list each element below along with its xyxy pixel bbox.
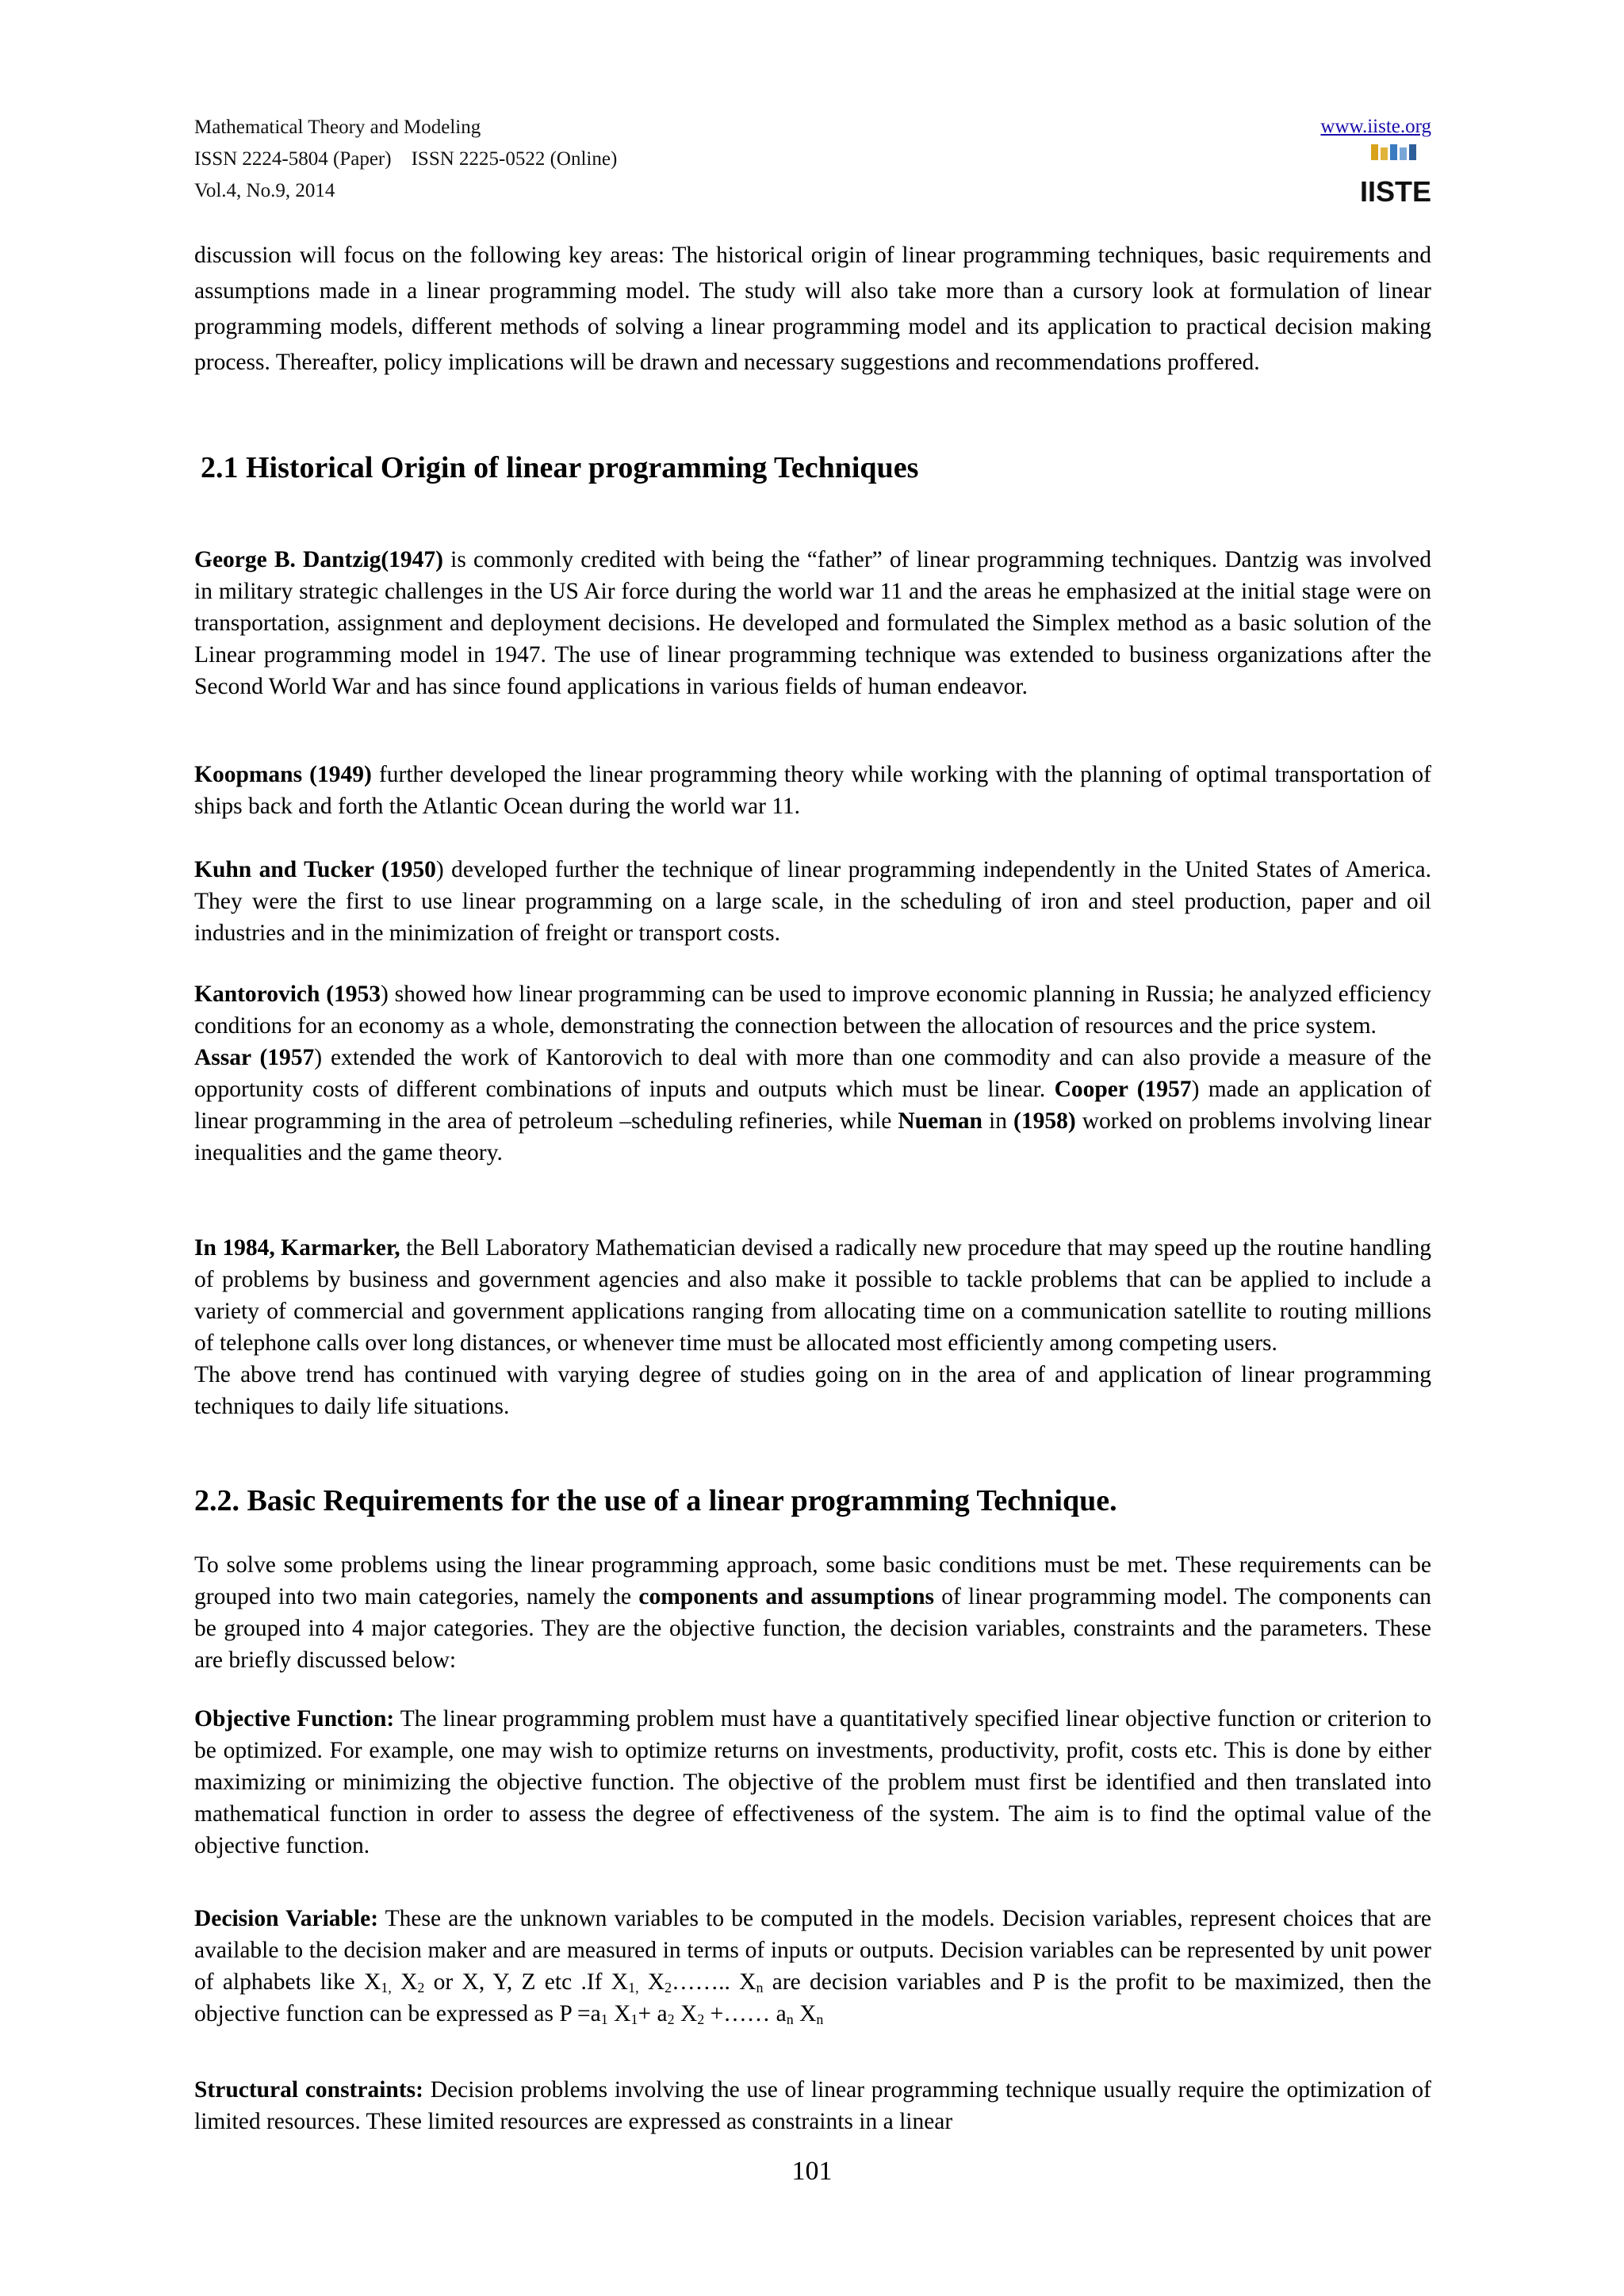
paragraph-requirements: To solve some problems using the linear programming approach, some basic conditions must be met. These requirements can be grouped into two main categories, namely the components and assumptions of linear programming model. The components can be grouped into 4 major categories. They are the objective function, the decision variables, constraints and the parameters. These are briefly discussed below:: [194, 1552, 1431, 1673]
paragraph-koopmans: Koopmans (1949) further developed the linear programming theory while working with the planning of optimal transportation of ships back and forth the Atlantic Ocean during the world war 11.: [194, 762, 1431, 819]
journal-title: Mathematical Theory and Modeling: [194, 117, 481, 138]
journal-volume: Vol.4, No.9, 2014: [194, 180, 335, 201]
paragraph-structural-constraints: Structural constraints: Decision problems involving the use of linear programming technique usually require the optimization of limited resources. These limited resources are expressed as constraints in a linear: [194, 2077, 1431, 2134]
section-heading-2-2: 2.2. Basic Requirements for the use of a linear programming Technique.: [194, 1484, 1117, 1517]
logo-text: IISTE: [1359, 175, 1432, 208]
paragraph-kuhn-tucker: Kuhn and Tucker (1950) developed further the technique of linear programming independently in the United States of America. They were the first to use linear programming on a large scale, in the scheduling of iron and steel production, paper and oil industries and in the minimization of freight or transport costs.: [194, 857, 1431, 946]
page-number: 101: [791, 2156, 833, 2186]
paragraph-kantorovich-assar: Kantorovich (1953) showed how linear programming can be used to improve economic planning in Russia; he analyzed efficiency conditions for an economy as a whole, demonstrating the connection between the allocation of resources and the price system. Assar (1957) extended the work of Kantorovich to deal with more than one commodity and can also provide a measure of the opportunity costs of different combinations of inputs and outputs which must be linear. Cooper (1957) made an application of linear programming in the area of petroleum –scheduling refineries, while Nueman in (1958) worked on problems involving linear inequalities and the game theory.: [194, 982, 1431, 1165]
paragraph-objective-function: Objective Function: The linear programming problem must have a quantitatively specified linear objective function or criterion to be optimized. For example, one may wish to optimize returns on investments, productivity, profit, costs etc. This is done by either maximizing or minimizing the objective function. The objective of the problem must first be identified and then translated into mathematical function in order to assess the degree of effectiveness of the system. The aim is to find the optimal value of the objective function.: [194, 1706, 1432, 1858]
journal-url-link[interactable]: www.iiste.org: [1320, 116, 1431, 137]
journal-issn: ISSN 2224-5804 (Paper) ISSN 2225-0522 (Online): [194, 148, 618, 170]
paragraph-decision-variable: Decision Variable: These are the unknown variables to be computed in the models. Decision variables, represent choices that are available to the decision maker and are measured in terms of inputs or outputs. Decision variables can be represented by unit power of alphabets like $X_{1,}$ $X_2$ or X, Y, Z etc .If $X_{1,}$ $X_2\dots\dots$.. $X_n$ are decision variables and P is the profit to be maximized, then the objective function can be expressed as $P =a_1$ $X_1+ a_2$ $X_2$ +…… $a_n$ $X_n$: [194, 1906, 1431, 2027]
section-heading-2-1: 2.1 Historical Origin of linear programming Techniques: [201, 451, 919, 484]
intro-paragraph: discussion will focus on the following key areas: The historical origin of linear programming techniques, basic requirements and assumptions made in a linear programming model. The study will also take more than a cursory look at formulation of linear programming models, different methods of solving a linear programming model and its application to practical decision making process. Thereafter, policy implications will be drawn and necessary suggestions and recommendations proffered.: [194, 243, 1431, 375]
paragraph-dantzig: George B. Dantzig(1947) is commonly credited with being the “father” of linear programming techniques. Dantzig was involved in military strategic challenges in the US Air force during the world war 11 and the areas he emphasized at the initial stage were on transportation, assignment and deployment decisions. He developed and formulated the Simplex method as a basic solution of the Linear programming model in 1947. The use of linear programming technique was extended to business organizations after the Second World War and has since found applications in various fields of human endeavor.: [194, 547, 1431, 699]
iiste-logo: [1359, 143, 1432, 208]
paragraph-karmarker: In 1984, Karmarker, the Bell Laboratory Mathematician devised a radically new procedure that may speed up the routine handling of problems by business and government agencies and also make it possible to tackle problems that can be applied to include a variety of commercial and government applications ranging from allocating time on a communication satellite to routing millions of telephone calls over long distances, or whenever time must be allocated most efficiently among competing users. The above trend has continued with varying degree of studies going on in the area of and application of linear programming techniques to daily life situations.: [194, 1235, 1432, 1419]
